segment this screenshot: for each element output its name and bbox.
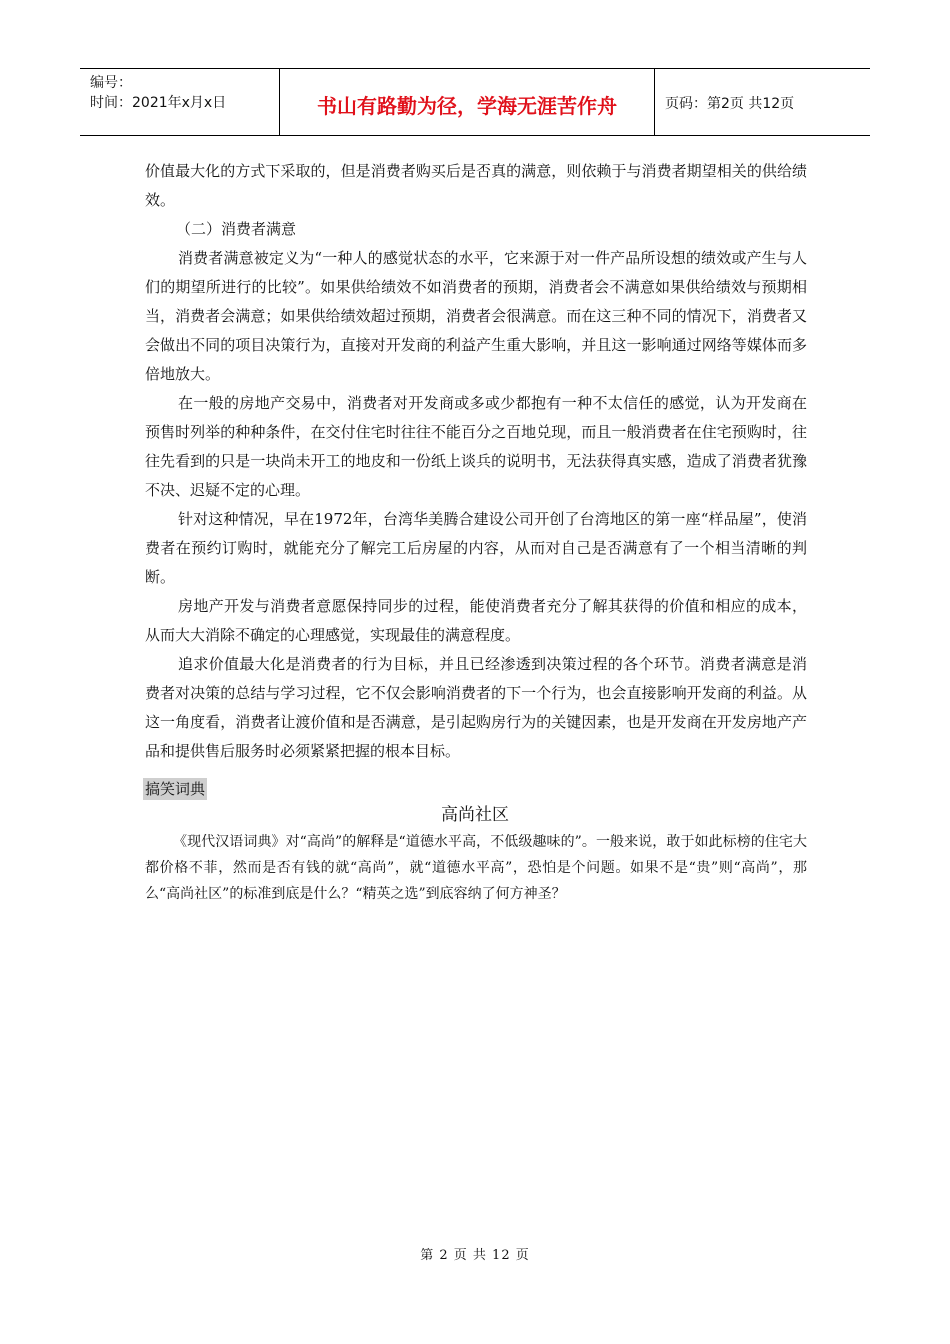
header-meta [80,69,280,135]
header-motto: 书山有路勤为径，学海无涯苦作舟 [280,69,655,135]
document-header [80,68,870,136]
header-page-info: 页码：第2页 共12页 [665,96,795,112]
section-heading: （二）消费者满意 [176,220,297,238]
article-body: 《现代汉语词典》对“高尚”的解释是“道德水平高，不低级趣味的”。一般来说，敢于如此标榜的住宅大都价格不菲，然而是否有钱的就“高尚”，就“道德水平高”，恐怕是个问题。如果不是“贵”则“高尚”，那么“高尚社区”的标准到底是什么？“精英之选”到底容纳了何方神圣？ [145,834,807,902]
page-footer: 第 2 页 共 12 页 [420,1248,530,1263]
paragraph: 房地产开发与消费者意愿保持同步的过程，能使消费者充分了解其获得的价值和相应的成本，从而大大消除不确定的心理感觉，实现最佳的满意程度。 [145,597,807,644]
paragraph: 在一般的房地产交易中，消费者对开发商或多或少都抱有一种不太信任的感觉，认为开发商在预售时列举的种种条件，在交付住宅时往往不能百分之百地兑现，而且一般消费者在住宅预购时，往往先看到的只是一块尚未开工的地皮和一份纸上谈兵的说明书，无法获得真实感，造成了消费者犹豫不决、迟疑不定的心理。 [145,394,807,499]
paragraph: 针对这种情况，早在1972年，台湾华美腾合建设公司开创了台湾地区的第一座“样品屋”，使消费者在预约订购时，就能充分了解完工后房屋的内容，从而对自己是否满意有了一个相当清晰的判断。 [145,510,807,586]
article-title: 高尚社区 [441,805,509,825]
document-number-label: 编号： [90,75,132,91]
main-text [145,157,807,766]
paragraph: 消费者满意被定义为“一种人的感觉状态的水平，它来源于对一件产品所设想的绩效或产生与人们的期望所进行的比较”。如果供给绩效不如消费者的预期，消费者会不满意如果供给绩效与预期相当，消费者会满意；如果供给绩效超过预期，消费者会很满意。而在这三种不同的情况下，消费者又会做出不同的项目决策行为，直接对开发商的利益产生重大影响，并且这一影响通过网络等媒体而多倍地放大。 [145,249,807,383]
document-date: 时间：2021年x月x日 [90,95,227,111]
category-tag: 搞笑词典 [145,780,206,798]
paragraph: 价值最大化的方式下采取的，但是消费者购买后是否真的满意，则依赖于与消费者期望相关的供给绩效。 [145,162,807,209]
paragraph: 追求价值最大化是消费者的行为目标，并且已经渗透到决策过程的各个环节。消费者满意是消费者对决策的总结与学习过程，它不仅会影响消费者的下一个行为，也会直接影响开发商的利益。从这一角度看，消费者让渡价值和是否满意，是引起购房行为的关键因素，也是开发商在开发房地产产品和提供售后服务时必须紧紧把握的根本目标。 [145,655,807,760]
